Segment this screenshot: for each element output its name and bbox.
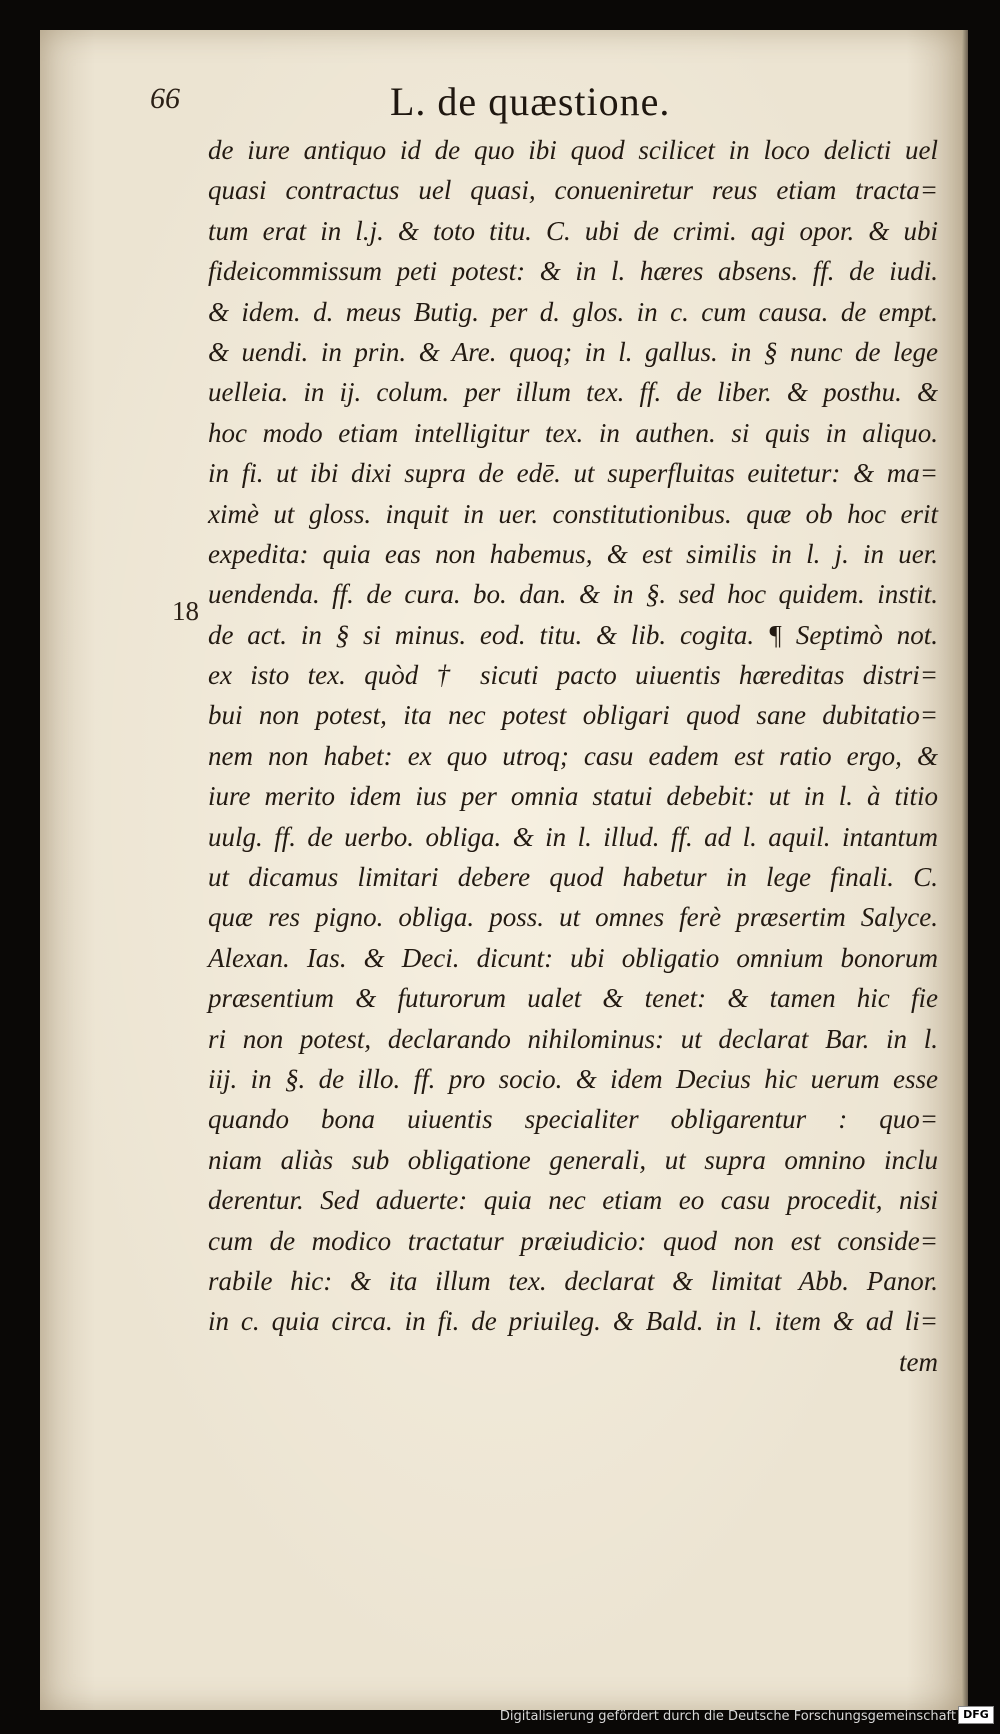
- text-line: uelleia. in ij. colum. per illum tex. ff. de liber. & posthu. &: [208, 377, 938, 408]
- text-line: fideicommissum peti potest: & in l. hæres absens. ff. de iudi.: [208, 256, 938, 287]
- text-line: nem non habet: ex quo utroq; casu eadem est ratio ergo, &: [208, 740, 938, 771]
- text-line: uulg. ff. de uerbo. obliga. & in l. illud. ff. ad l. aquil. intantum: [208, 821, 938, 852]
- folio-number: 66: [150, 82, 180, 115]
- text-line: iij. in §. de illo. ff. pro socio. & idem Decius hic uerum esse: [208, 1063, 938, 1094]
- text-line: & uendi. in prin. & Are. quoq; in l. gallus. in § nunc de lege: [208, 336, 938, 367]
- text-line: præsentium & futurorum ualet & tenet: & tamen hic fie: [208, 983, 938, 1014]
- text-line: in c. quia circa. in fi. de priuileg. & Bald. in l. item & ad li=: [208, 1306, 938, 1337]
- text-line: quando bona uiuentis specialiter obligarentur : quo=: [208, 1104, 938, 1135]
- page-header: [150, 78, 950, 130]
- running-head: L. de quæstione.: [390, 79, 671, 124]
- text-line: hoc modo etiam intelligitur tex. in authen. si quis in aliquo.: [208, 417, 938, 448]
- text-line: quæ res pigno. obliga. poss. ut omnes ferè præsertim Salyce.: [208, 902, 938, 933]
- text-line: niam aliàs sub obligatione generali, ut supra omnino inclu: [208, 1144, 938, 1175]
- text-line: tum erat in l.j. & toto titu. C. ubi de crimi. agi opor. & ubi: [208, 215, 938, 246]
- text-line: uendenda. ff. de cura. bo. dan. & in §. sed hoc quidem. instit.: [208, 579, 938, 610]
- text-line: ri non potest, declarando nihilominus: ut declarat Bar. in l.: [208, 1023, 938, 1054]
- funding-credit: Digitalisierung gefördert durch die Deutsche Forschungsgemeinschaft: [499, 1709, 956, 1724]
- text-line: bui non potest, ita nec potest obligari quod sane dubitatio=: [208, 700, 938, 731]
- digitization-footer: [0, 1704, 1000, 1728]
- text-line: Alexan. Ias. & Deci. dicunt: ubi obligatio omnium bonorum: [208, 942, 938, 973]
- text-line: expedita: quia eas non habemus, & est similis in l. j. in uer.: [208, 538, 938, 569]
- text-line: de iure antiquo id de quo ibi quod scilicet in loco delicti uel: [208, 135, 938, 165]
- page-edge: [962, 30, 968, 1710]
- body-text: [208, 130, 938, 1382]
- text-line: ex isto tex. quòd † sicuti pacto uiuentis hæreditas distri=: [208, 660, 938, 691]
- dfg-logo: DFG: [958, 1706, 994, 1724]
- text-line: cum de modico tractatur præiudicio: quod non est conside=: [208, 1225, 938, 1256]
- text-line: de act. in § si minus. eod. titu. & lib. cogita. ¶ Septimò not.: [208, 619, 938, 650]
- text-line: in fi. ut ibi dixi supra de edē. ut superfluitas euitetur: & ma=: [208, 458, 938, 489]
- text-line: rabile hic: & ita illum tex. declarat & limitat Abb. Panor.: [208, 1265, 938, 1296]
- text-line: derentur. Sed aduerte: quia nec etiam eo casu procedit, nisi: [208, 1185, 938, 1216]
- margin-note-number: 18: [172, 596, 199, 626]
- text-line: ximè ut gloss. inquit in uer. constitutionibus. quæ ob hoc erit: [208, 498, 938, 529]
- text-line: & idem. d. meus Butig. per d. glos. in c. cum causa. de empt.: [208, 296, 938, 327]
- catchword: tem: [899, 1346, 938, 1377]
- text-line: iure merito idem ius per omnia statui debebit: ut in l. à titio: [208, 781, 938, 812]
- text-line: ut dicamus limitari debere quod habetur in lege finali. C.: [208, 862, 938, 893]
- text-line: quasi contractus uel quasi, conueniretur reus etiam tracta=: [208, 175, 938, 206]
